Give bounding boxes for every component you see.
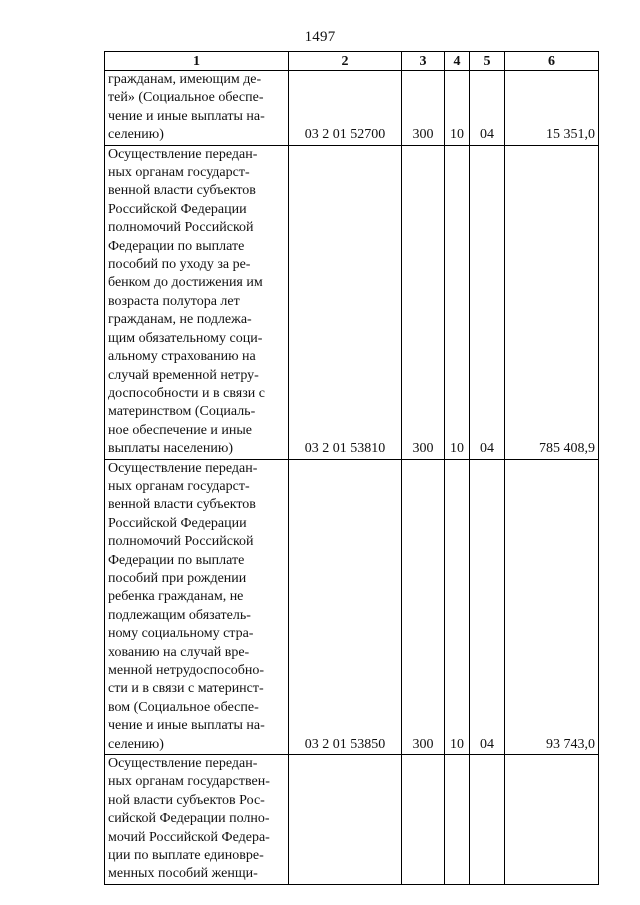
description-line: сийской Федерации полно-	[108, 811, 270, 827]
description-line: селению)	[108, 736, 164, 752]
page-number: 1497	[304, 29, 336, 45]
row-amount: 15 351,0	[505, 71, 599, 146]
description-line: возраста полутора лет	[108, 293, 240, 309]
row-description	[105, 145, 289, 459]
column-header-6: 6	[505, 52, 599, 71]
row-column-5: 04	[470, 145, 505, 459]
description-line: гражданам, имеющим де-	[108, 72, 262, 87]
row-column-4: 10	[445, 71, 470, 146]
row-column-4: 10	[445, 459, 470, 755]
row-column-4: 10	[445, 145, 470, 459]
description-line: выплаты населению)	[108, 441, 233, 457]
description-line: Российской Федерации	[108, 515, 247, 531]
description-line: хованию на случай вре-	[108, 644, 250, 660]
column-header-3: 3	[402, 52, 445, 71]
description-line: ному социальному стра-	[108, 626, 254, 642]
description-line: селению)	[108, 127, 164, 143]
row-column-5: 04	[470, 459, 505, 755]
row-code: 03 2 01 53850	[289, 459, 402, 755]
row-column-3: 300	[402, 71, 445, 146]
row-description	[105, 71, 289, 146]
description-line: альному страхованию на	[108, 349, 256, 365]
row-code	[289, 755, 402, 885]
description-line: ции по выплате единовре-	[108, 848, 264, 864]
description-line: доспособности и в связи с	[108, 385, 265, 401]
column-header-4: 4	[445, 52, 470, 71]
description-line: чение и иные выплаты на-	[108, 108, 265, 124]
row-amount: 785 408,9	[505, 145, 599, 459]
description-line: ных органам государст-	[108, 478, 250, 494]
table-row	[105, 145, 599, 459]
description-line: ных органам государствен-	[108, 774, 270, 790]
row-amount: 93 743,0	[505, 459, 599, 755]
description-line: Федерации по выплате	[108, 238, 245, 254]
description-line: чение и иные выплаты на-	[108, 718, 265, 734]
description-line: мочий Российской Федера-	[108, 829, 270, 845]
column-header-5: 5	[470, 52, 505, 71]
table-row	[105, 755, 599, 885]
description-line: ной власти субъектов Рос-	[108, 792, 265, 808]
description-line: менной нетрудоспособно-	[108, 663, 264, 678]
description-line: материнством (Социаль-	[108, 404, 256, 420]
budget-table	[104, 51, 599, 885]
description-line: ное обеспечение и иные	[108, 422, 252, 438]
header-row	[105, 52, 599, 71]
row-column-3: 300	[402, 459, 445, 755]
description-line: пособий при рождении	[108, 570, 247, 586]
description-line: менных пособий женщи-	[108, 866, 258, 882]
description-line: венной власти субъектов	[108, 497, 256, 513]
description-line: венной власти субъектов	[108, 183, 256, 199]
table-row	[105, 459, 599, 755]
description-line: Осуществление передан-	[108, 756, 258, 772]
row-column-4	[445, 755, 470, 885]
description-line: щим обязательному соци-	[108, 330, 263, 346]
description-line: Федерации по выплате	[108, 552, 245, 568]
description-line: Российской Федерации	[108, 201, 247, 217]
description-line: случай временной нетру-	[108, 367, 259, 383]
description-line: вом (Социальное обеспе-	[108, 699, 259, 715]
column-header-2: 2	[289, 52, 402, 71]
description-line: полномочий Российской	[108, 534, 254, 550]
description-line: ных органам государст-	[108, 165, 250, 181]
description-line: Осуществление передан-	[108, 460, 258, 476]
description-line: пособий по уходу за ре-	[108, 257, 251, 273]
row-column-5: 04	[470, 71, 505, 146]
row-column-5	[470, 755, 505, 885]
row-amount	[505, 755, 599, 885]
column-header-1: 1	[105, 52, 289, 71]
description-line: подлежащим обязатель-	[108, 607, 251, 623]
row-column-3	[402, 755, 445, 885]
description-line: Осуществление передан-	[108, 146, 258, 162]
row-code: 03 2 01 53810	[289, 145, 402, 459]
table-row	[105, 71, 599, 146]
description-line: ребенка гражданам, не	[108, 589, 244, 605]
description-line: гражданам, не подлежа-	[108, 312, 252, 328]
description-line: сти и в связи с материнст-	[108, 681, 264, 697]
row-code: 03 2 01 52700	[289, 71, 402, 146]
row-description	[105, 459, 289, 755]
description-line: полномочий Российской	[108, 220, 254, 236]
row-column-3: 300	[402, 145, 445, 459]
description-line: тей» (Социальное обеспе-	[108, 90, 264, 106]
row-description	[105, 755, 289, 885]
description-line: бенком до достижения им	[108, 275, 263, 291]
